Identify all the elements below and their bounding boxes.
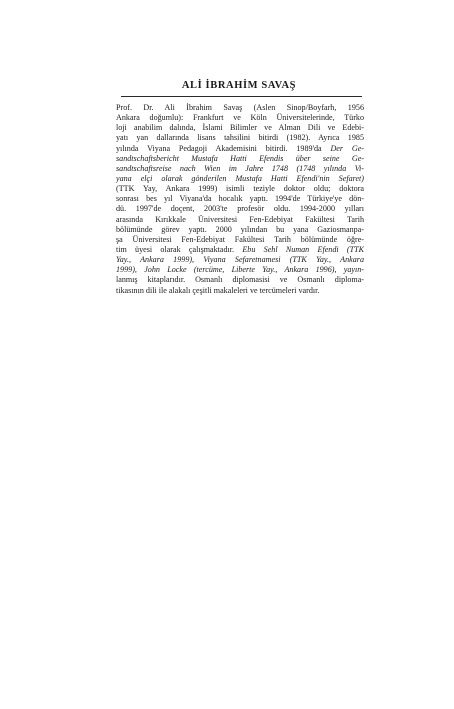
bio-line: arasında Kırıkkale Üniversitesi Fen-Edebiyat Fakültesi Tarih — [116, 214, 364, 224]
bio-line: sandtschaftsbericht Mustafa Hatti Efendis über seine Ge- — [116, 153, 364, 163]
bio-line: tikasının dili ile alakalı çeşitli makaleleri ve tercümeleri vardır. — [116, 285, 320, 295]
bio-line: şa Üniversitesi Fen-Edebiyat Fakültesi Tarih bölümünde öğre- — [116, 234, 364, 244]
heading-rule — [121, 96, 362, 97]
bio-line: (TTK Yay, Ankara 1999) isimli teziyle doktor oldu; doktora — [116, 184, 364, 194]
author-heading: ALİ İBRAHİM SAVAŞ — [181, 80, 297, 91]
bio-line-italic-title: Ebu Sehl Numan Efendi (TTK — [242, 244, 364, 254]
bio-line-text: tim üyesi olarak çalışmaktadır. — [116, 244, 243, 254]
author-bio-paragraph — [116, 103, 364, 296]
bio-line: Ankara doğumlu): Frankfurt ve Köln Üniversitelerinde, Türko — [116, 113, 364, 123]
bio-line: bölümünde görev yaptı. 2000 yılından bu yana Gaziosmanpa- — [116, 224, 364, 234]
bio-line — [116, 245, 364, 255]
bio-line-text: yılında Viyana Pedagoji Akademisini bitirdi. 1989'da — [116, 143, 331, 153]
bio-line: yatı yan dallarında lisans tahsilini bitirdi (1982). Ayrıca 1985 — [116, 133, 364, 143]
bio-line: 1999), John Locke (tercüme, Liberte Yay., Ankara 1996), yayın- — [116, 265, 364, 275]
bio-line: loji anabilim dalında, İslami Bilimler ve Alman Dili ve Edebi- — [116, 123, 364, 133]
bio-line: sandtschaftsreise nach Wien im Jahre 1748 (1748 yılında Vi- — [116, 163, 364, 173]
bio-line-italic-title: Der Ge- — [330, 143, 364, 153]
bio-line — [116, 144, 364, 154]
bio-line: yana elçi olarak gönderilen Mustafa Hatti Efendi'nin Sefaret) — [116, 173, 364, 183]
bio-line: Prof. Dr. Ali İbrahim Savaş (Aslen Sinop/Boyfarh, 1956 — [116, 103, 364, 112]
bio-line: sonrası bes yıl Viyana'da hocalık yaptı. 1994'de Türkiye'ye dön- — [116, 194, 364, 204]
bio-line: dü. 1997'de doçent, 2003'te profesör oldu. 1994-2000 yılları — [116, 204, 364, 214]
bio-line: lanmış kitaplarıdır. Osmanlı diplomasisi ve Osmanlı diploma- — [116, 275, 364, 285]
bio-line: Yay., Ankara 1999), Viyana Sefaretnamesi (TTK Yay., Ankara — [116, 255, 364, 265]
